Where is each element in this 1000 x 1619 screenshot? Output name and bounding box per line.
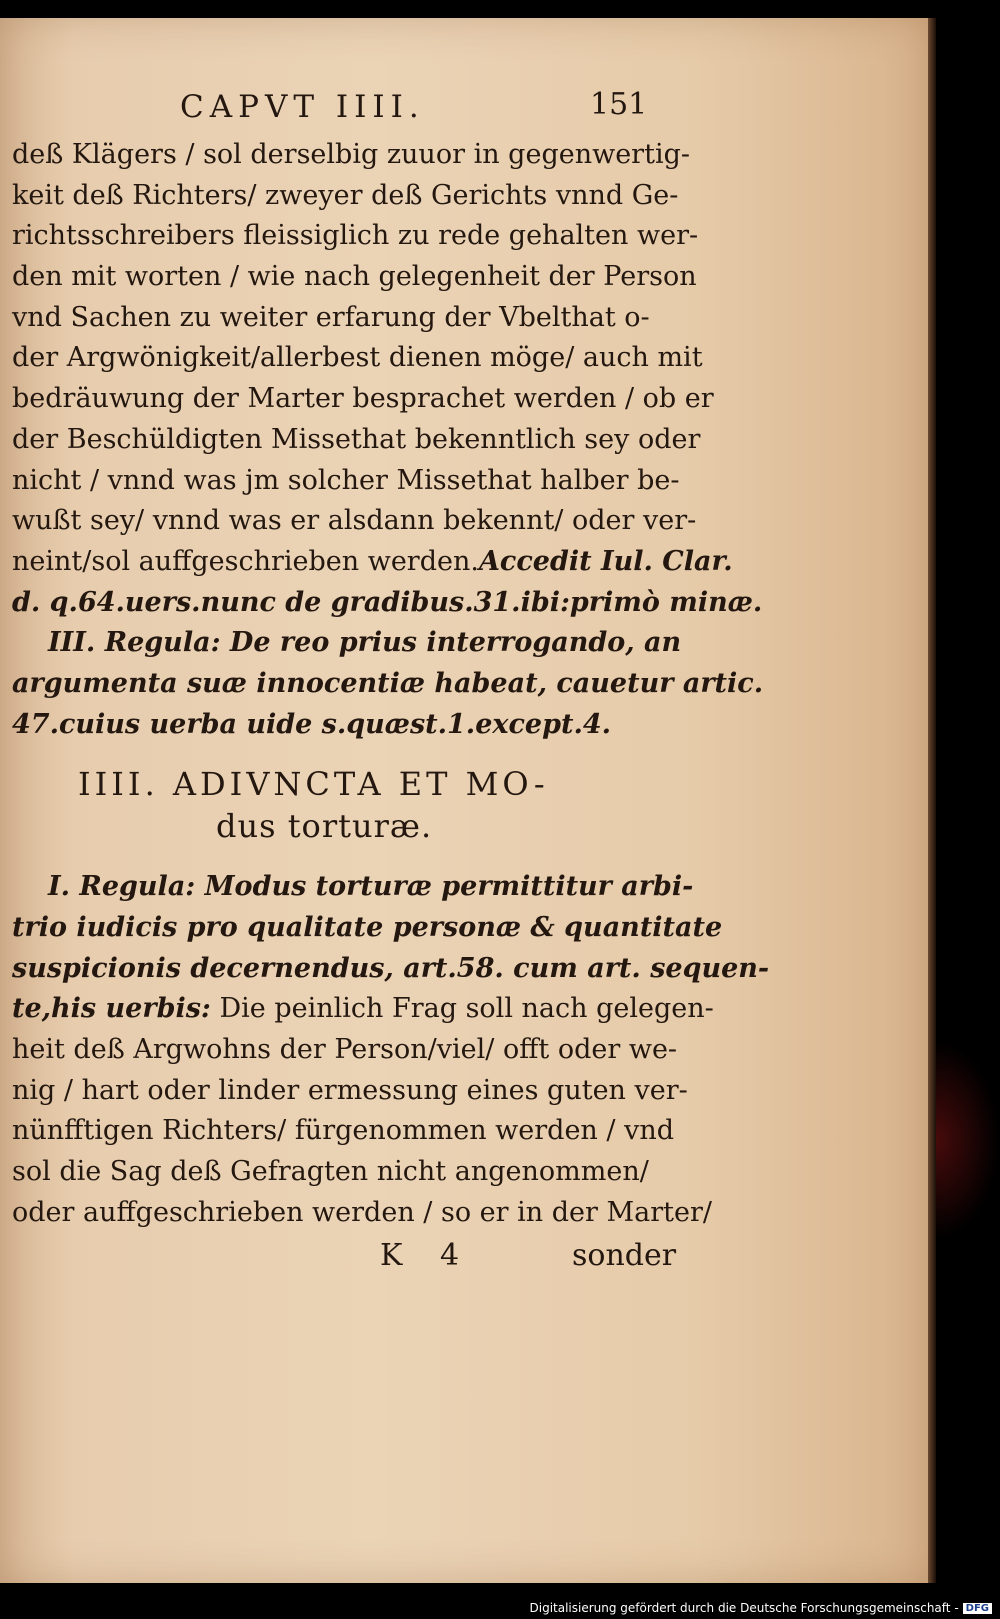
signature-mark: K 4 [380,1237,474,1273]
text-line: wußt sey/ vnnd was er alsdann bekennt/ oder ver- [12,505,697,537]
text-line: den mit worten / wie nach gelegenheit der Person [12,261,697,293]
text-line: trio iudicis pro qualitate personæ & quantitate [12,912,723,943]
latin-segment: Accedit Iul. Clar. [478,545,733,577]
text-line: vnd Sachen zu weiter erfarung der Vbelthat o- [12,301,650,333]
color-fringe [936,1040,1000,1240]
rule-paragraph [12,867,770,1233]
text-line: oder auffgeschrieben werden / so er in der Marter/ [12,1196,712,1228]
text-block [12,85,770,1278]
text-line: nünfftigen Richters/ fürgenommen werden / vnd [12,1115,675,1147]
text-line: bedräuwung der Marter besprachet werden / ob er [12,383,714,415]
running-head [12,85,652,135]
text-line [12,989,714,1030]
dfg-logo: DFG [963,1603,992,1614]
latin-paragraph [12,583,764,746]
credit-text: Digitalisierung gefördert durch die Deutsche Forschungsgemeinschaft - [529,1601,959,1615]
text-line: nig / hart oder linder ermessung eines guten ver- [12,1074,688,1106]
text-line: sol die Sag deß Gefragten nicht angenommen/ [12,1156,649,1188]
text-line: 47.cuius uerba uide s.quæst.1.except.4. [12,708,612,740]
text-line [12,542,733,583]
digitization-credit [530,1601,993,1615]
text-line: heit deß Argwohns der Person/viel/ offt oder we- [12,1034,678,1066]
text-line: I. Regula: Modus torturæ permittitur arbi- [48,871,694,903]
page-number: 151 [590,87,648,122]
catchword: sonder [572,1237,677,1273]
text-line: suspicionis decernendus, art.58. cum art. sequen- [12,952,770,984]
running-title: CAPVT IIII. [180,89,425,125]
text-line: d. q.64.uers.nunc de gradibus.31.ibi:primò minæ. [12,586,763,618]
page-footer-line [12,1234,677,1278]
section-heading-continued: dus torturæ. [216,807,433,846]
text-line: III. Regula: De reo prius interrogando, an [48,627,682,659]
section-heading: IIII. ADIVNCTA ET MO- [78,765,549,804]
german-segment: neint/sol auffgeschrieben werden. [12,545,479,577]
latin-segment: te,his uerbis: [12,993,211,1025]
german-segment: Die peinlich Frag soll nach gelegen- [219,993,714,1025]
text-line: der Argwönigkeit/allerbest dienen möge/ auch mit [12,342,703,374]
text-line: richtsschreibers fleissiglich zu rede gehalten wer- [12,220,699,252]
text-line: deß Klägers / sol derselbig zuuor in gegenwertig- [12,139,690,170]
text-line: argumenta suæ innocentiæ habeat, cauetur artic. [12,667,764,699]
german-paragraph [12,135,733,583]
text-line: keit deß Richters/ zweyer deß Gerichts vnnd Ge- [12,179,679,211]
text-line: nicht / vnnd was jm solcher Missethat halber be- [12,464,680,496]
page-edge [928,18,936,1583]
text-line: der Beschüldigten Missethat bekenntlich sey oder [12,423,701,455]
